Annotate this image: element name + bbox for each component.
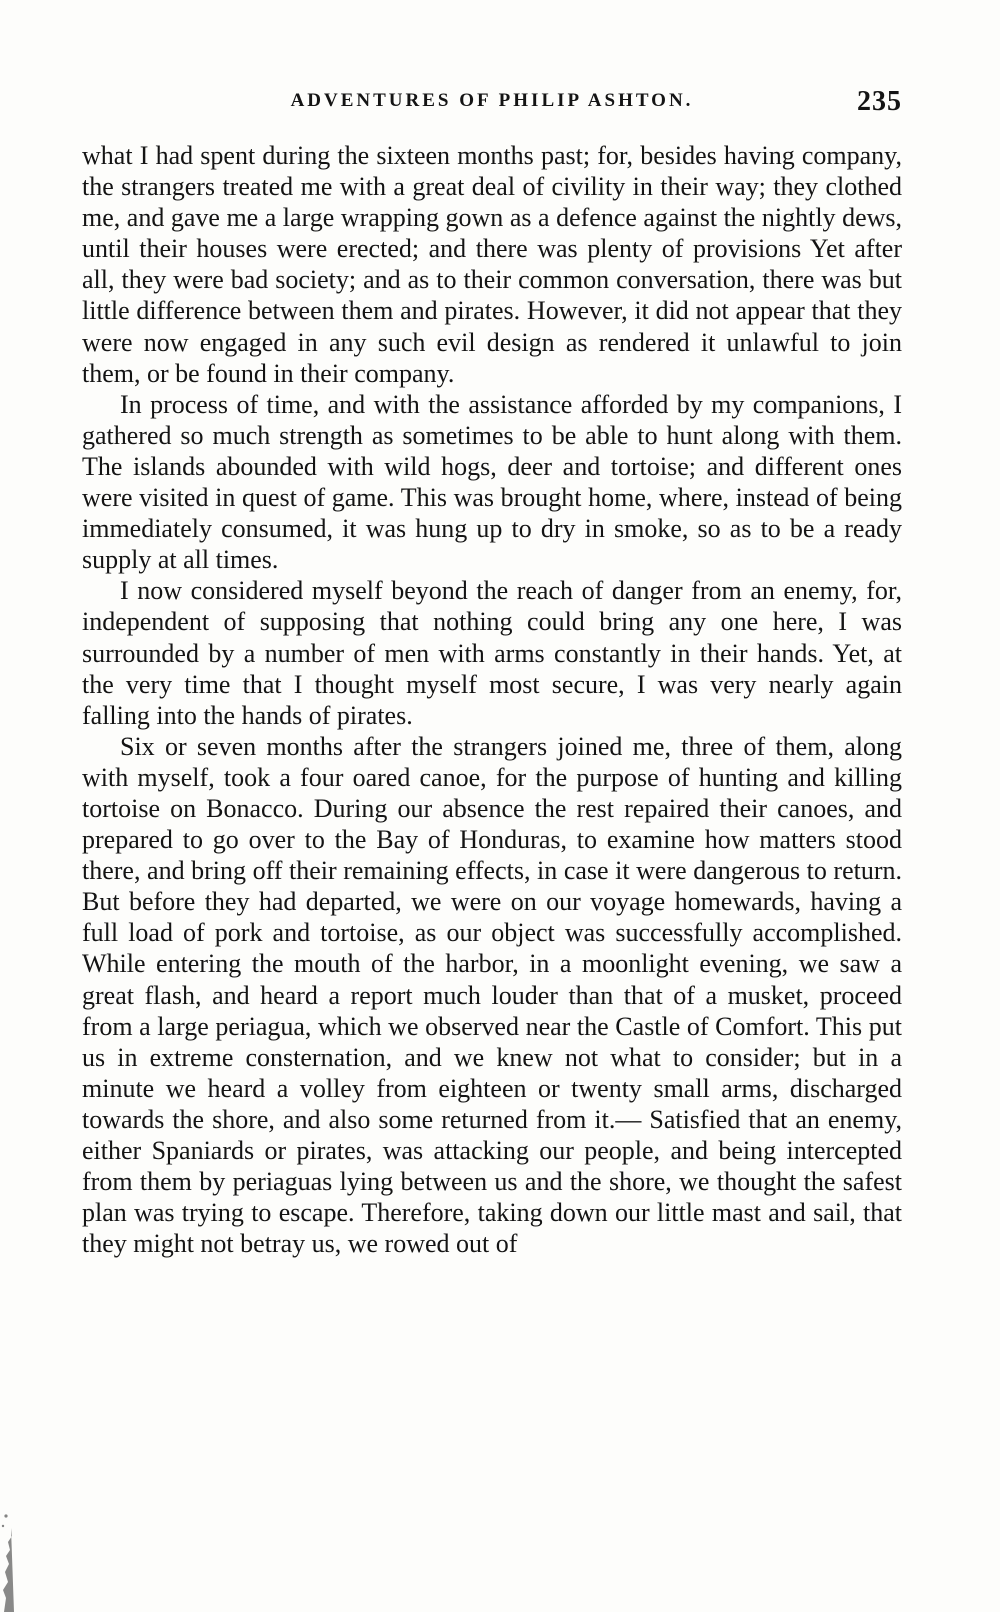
page-number: 235 <box>857 86 902 117</box>
scan-edge-mark <box>0 1502 22 1612</box>
paragraph-3: I now considered myself beyond the reach of danger from an enemy, for, independent of supposing that nothing could bring any one here, I was surrounded by a number of men with arms constantly in their hands. Yet, at the very time that I thought myself most secure, I was very nearly again falling into the hands of pirates. <box>82 576 902 730</box>
paragraph-1: what I had spent during the sixteen months past; for, besides having company, the strangers treated me with a great deal of civility in their way; they clothed me, and gave me a large wrapping gown as a defence against the nightly dews, until their houses were erected; and there was plenty of provisions Yet after all, they were bad society; and as to their common conversation, there was but little difference between them and pirates. However, it did not appear that they were now engaged in any such evil design as rendered it unlawful to join them, or be found in their company. <box>82 141 902 388</box>
paragraph-2: In process of time, and with the assistance afforded by my companions, I gathered so much strength as sometimes to be able to hunt along with them. The islands abounded with wild hogs, deer and tortoise; and different ones were visited in quest of game. This was brought home, where, instead of being immediately consumed, it was hung up to dry in smoke, so as to be a ready supply at all times. <box>82 389 902 575</box>
page-header <box>82 86 902 120</box>
paragraph-4: Six or seven months after the strangers joined me, three of them, along with myself, took a four oared canoe, for the purpose of hunting and killing tortoise on Bonacco. During our absence the rest repaired their canoes, and prepared to go over to the Bay of Honduras, to examine how matters stood there, and bring off their remaining effects, in case it were dangerous to return. But before they had departed, we were on our voyage homewards, having a full load of pork and tortoise, as our object was successfully accomplished. While entering the mouth of the harbor, in a moonlight evening, we saw a great flash, and heard a report much louder than that of a musket, proceed from a large periagua, which we observed near the Castle of Comfort. This put us in extreme consternation, and we knew not what to consider; but in a minute we heard a volley from eighteen or twenty small arms, discharged towards the shore, and also some returned from it.— Satisfied that an enemy, either Spaniards or pirates, was attacking our people, and being intercepted from them by periaguas lying between us and the shore, we thought the safest plan was trying to escape. Therefore, taking down our little mast and sail, that they might not betray us, we rowed out of <box>82 731 902 1259</box>
running-head: ADVENTURES OF PHILIP ASHTON. <box>290 90 694 111</box>
body-text <box>82 140 902 1259</box>
